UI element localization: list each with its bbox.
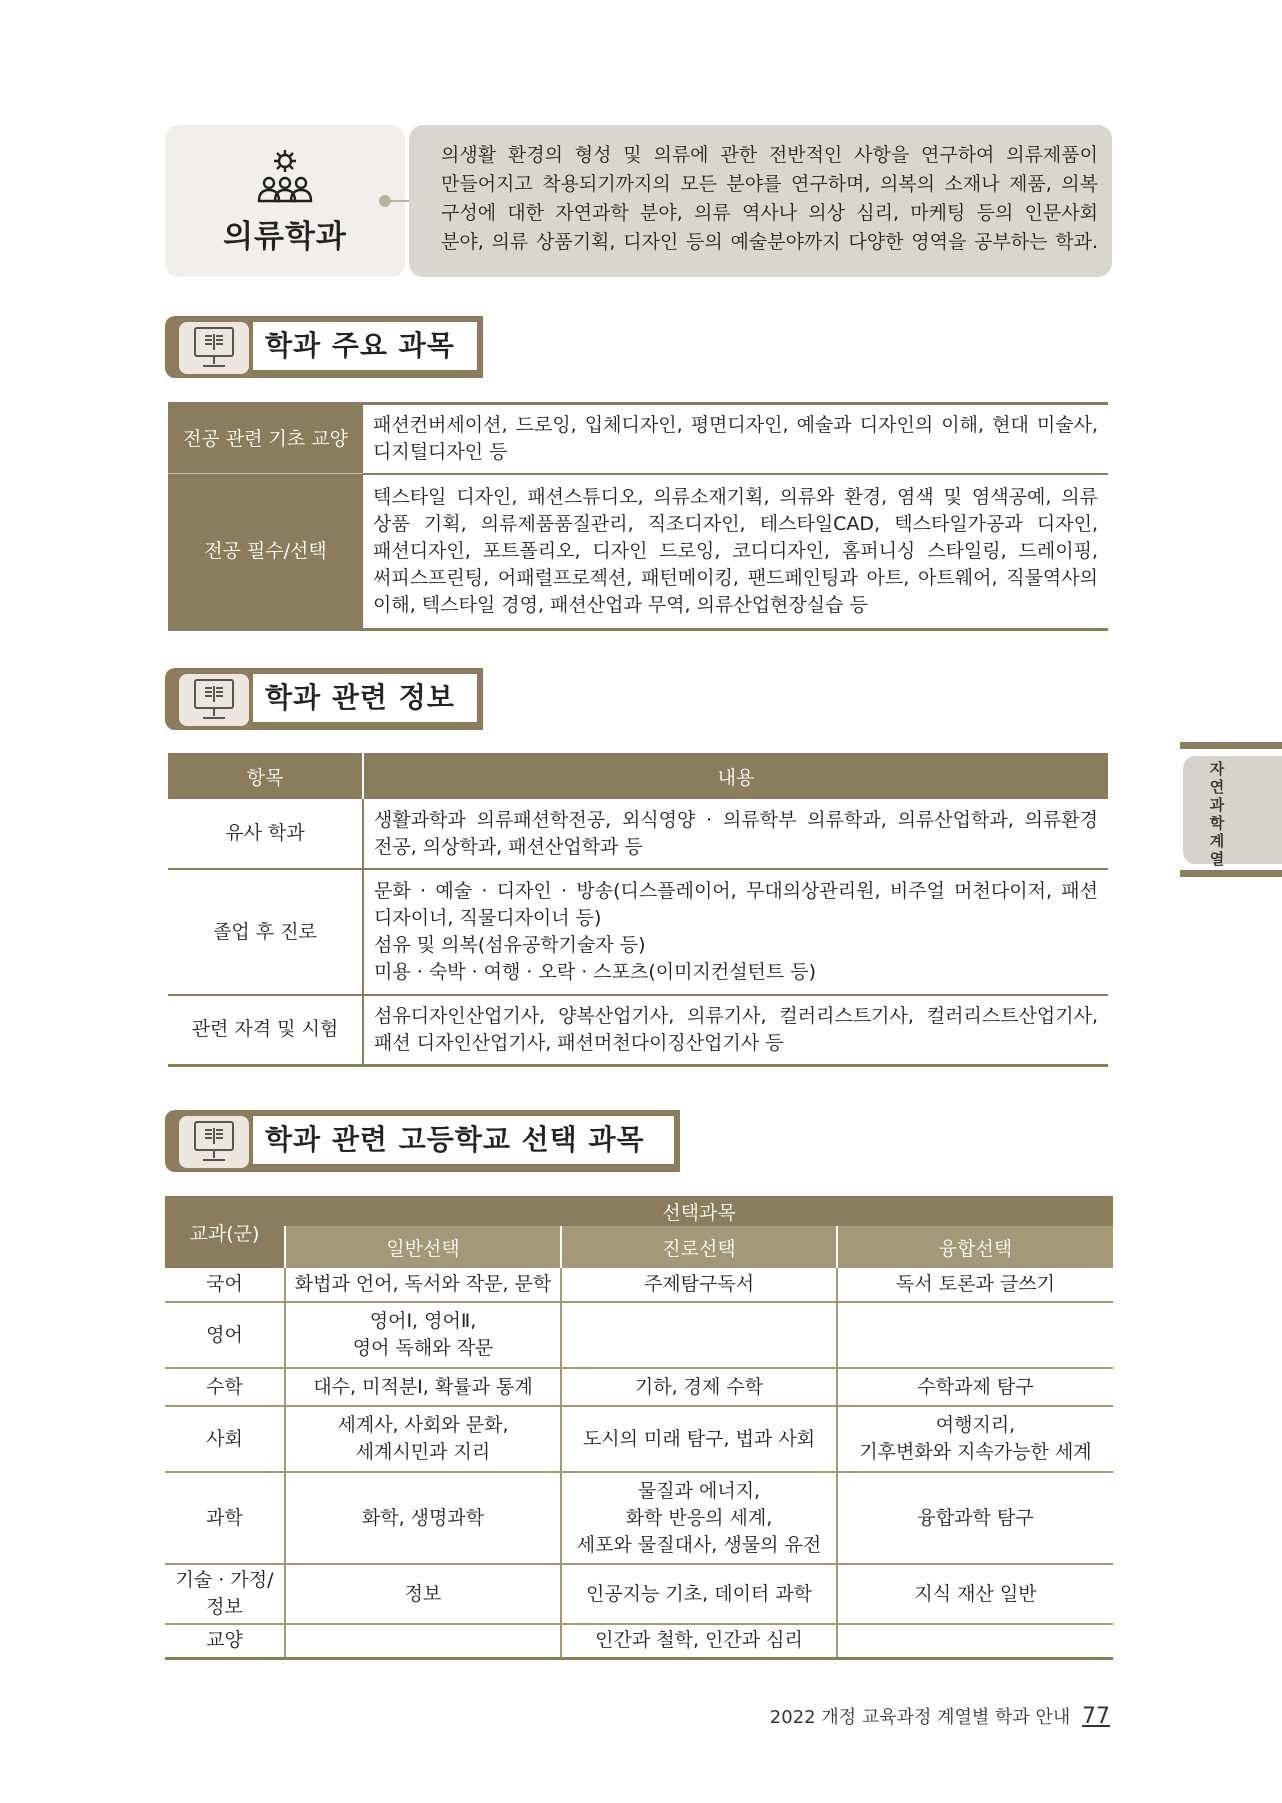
table-header-row: [165, 1196, 1113, 1226]
general-cell: 정보: [285, 1564, 561, 1624]
col-header-career: 진로선택: [561, 1226, 837, 1268]
row-value: [363, 474, 1108, 630]
col-header-subject: 교과(군): [165, 1196, 285, 1268]
section-title: 학과 관련 정보: [253, 674, 477, 722]
career-cell: 물질과 에너지, 화학 반응의 세계, 세포와 물질대사, 생물의 유전: [561, 1472, 837, 1564]
col-header-general: 일반선택: [285, 1226, 561, 1268]
fusion-cell: 독서 토론과 글쓰기: [837, 1268, 1113, 1302]
book-monitor-icon: [179, 1116, 249, 1168]
value-line: 생활과학과 의류패션학전공, 외식영양 · 의류학부 의류학과, 의류산업학과, 의류환경: [374, 808, 1098, 831]
value-line: 텍스타일 디자인, 패션스튜디오, 의류소재기획, 의류와 환경, 염색 및 염색공예, 의류: [373, 485, 1098, 508]
fusion-cell: [837, 1302, 1113, 1368]
side-tab-label: 자연과학 계열: [1209, 760, 1225, 868]
table-header-row: [168, 753, 1108, 799]
table-row: [165, 1564, 1113, 1624]
section-header-related-info: [165, 668, 483, 730]
row-key: 전공 관련 기초 교양: [168, 404, 363, 474]
subject-cell: 과학: [165, 1472, 285, 1564]
subject-cell: 수학: [165, 1368, 285, 1406]
general-cell: 세계사, 사회와 문화, 세계시민과 지리: [285, 1406, 561, 1472]
book-monitor-icon: [179, 322, 249, 374]
fusion-cell: 지식 재산 일반: [837, 1564, 1113, 1624]
fusion-cell: 여행지리, 기후변화와 지속가능한 세계: [837, 1406, 1113, 1472]
row-value: [363, 995, 1108, 1065]
side-tab-bar-top: [1180, 742, 1282, 749]
table-row: [168, 995, 1108, 1065]
department-description: [409, 125, 1112, 277]
page-number: 77: [1082, 1704, 1110, 1729]
department-card: [165, 125, 405, 277]
section-title: 학과 관련 고등학교 선택 과목: [253, 1116, 674, 1164]
career-cell: [561, 1302, 837, 1368]
general-cell: 화학, 생명과학: [285, 1472, 561, 1564]
table-row: [168, 799, 1108, 869]
description-line: 구성에 대한 자연과학 분야, 의류 역사나 의상 심리, 마케팅 등의 인문사회: [441, 202, 1098, 224]
row-value: [363, 869, 1108, 995]
value-line: 이해, 텍스타일 경영, 패션산업과 무역, 의류산업현장실습 등: [373, 593, 868, 616]
description-line: 분야, 의류 상품기획, 디자인 등의 예술분야까지 다양한 영역을 공부하는 학과.: [441, 231, 1098, 253]
career-cell: 도시의 미래 탐구, 법과 사회: [561, 1406, 837, 1472]
description-line: 의생활 환경의 형성 및 의류에 관한 전반적인 사항을 연구하여 의류제품이: [441, 144, 1098, 166]
people-gear-icon: [165, 147, 405, 207]
col-header-fusion: 융합선택: [837, 1226, 1113, 1268]
career-cell: 인간과 철학, 인간과 심리: [561, 1624, 837, 1658]
main-courses-table: [168, 402, 1108, 631]
value-line: 패션컨버세이션, 드로잉, 입체디자인, 평면디자인, 예술과 디자인의 이해, 현대 미술사,: [373, 413, 1098, 436]
row-value: [363, 799, 1108, 869]
book-monitor-icon: [179, 674, 249, 726]
value-line: 전공, 의상학과, 패션산업학과 등: [374, 835, 643, 858]
table-row: [165, 1472, 1113, 1564]
related-info-table: [168, 753, 1108, 1067]
col-header-item: 항목: [168, 753, 363, 799]
fusion-cell: 수학과제 탐구: [837, 1368, 1113, 1406]
value-line: 패션디자인, 포트폴리오, 디자인 드로잉, 코디디자인, 홈퍼니싱 스타일링, 드레이핑,: [373, 539, 1098, 562]
row-key: 졸업 후 진로: [168, 869, 363, 995]
table-row: [165, 1268, 1113, 1302]
page-footer: [770, 1703, 1110, 1729]
department-name: 의류학과: [223, 219, 347, 255]
value-line: 써피스프린팅, 어패럴프로젝션, 패턴메이킹, 팬드페인팅과 아트, 아트웨어, 직물역사의: [373, 566, 1098, 589]
general-cell: 영어Ⅰ, 영어Ⅱ, 영어 독해와 작문: [285, 1302, 561, 1368]
side-tab: [1183, 756, 1282, 864]
subject-cell: 기술 · 가정/ 정보: [165, 1564, 285, 1624]
table-header-row: [165, 1226, 1113, 1268]
table-row: [168, 869, 1108, 995]
table-row: [165, 1624, 1113, 1658]
career-cell: 인공지능 기초, 데이터 과학: [561, 1564, 837, 1624]
description-line: 만들어지고 착용되기까지의 모든 분야를 연구하며, 의복의 소재나 제품, 의복: [441, 173, 1098, 195]
subject-cell: 영어: [165, 1302, 285, 1368]
fusion-cell: [837, 1624, 1113, 1658]
section-header-main-courses: [165, 316, 483, 378]
value-line: 섬유디자인산업기사, 양복산업기사, 의류기사, 컬러리스트기사, 컬러리스트산업기사,: [374, 1004, 1098, 1027]
subject-cell: 국어: [165, 1268, 285, 1302]
table-row: [165, 1368, 1113, 1406]
value-line: 디지털디자인 등: [373, 440, 508, 463]
table-row: [165, 1302, 1113, 1368]
subject-cell: 사회: [165, 1406, 285, 1472]
value-line: 미용 · 숙박 · 여행 · 오락 · 스포츠(이미지컨설턴트 등): [374, 961, 817, 983]
general-cell: 대수, 미적분Ⅰ, 확률과 통계: [285, 1368, 561, 1406]
section-header-highschool-courses: [165, 1110, 680, 1172]
highschool-courses-table: [165, 1196, 1113, 1660]
table-row: [168, 404, 1108, 474]
fusion-cell: 융합과학 탐구: [837, 1472, 1113, 1564]
col-header-content: 내용: [363, 753, 1108, 799]
table-row: [165, 1406, 1113, 1472]
subject-cell: 교양: [165, 1624, 285, 1658]
value-line: 상품 기획, 의류제품품질관리, 직조디자인, 테스타일CAD, 텍스타일가공과 디자인,: [373, 512, 1098, 535]
row-key: 유사 학과: [168, 799, 363, 869]
general-cell: [285, 1624, 561, 1658]
row-value: [363, 404, 1108, 474]
value-line: 디자이너, 직물디자이너 등): [374, 907, 602, 929]
section-title: 학과 주요 과목: [253, 322, 477, 370]
value-line: 패션 디자인산업기사, 패션머천다이징산업기사 등: [374, 1031, 784, 1054]
row-key: 관련 자격 및 시험: [168, 995, 363, 1065]
table-row: [168, 474, 1108, 630]
row-key: 전공 필수/선택: [168, 474, 363, 630]
col-header-group: 선택과목: [285, 1196, 1113, 1226]
general-cell: 화법과 언어, 독서와 작문, 문학: [285, 1268, 561, 1302]
value-line: 문화 · 예술 · 디자인 · 방송(디스플레이어, 무대의상관리원, 비주얼 머천다이저, 패션: [374, 880, 1098, 902]
footer-title: 2022 개정 교육과정 계열별 학과 안내: [769, 1707, 1071, 1728]
career-cell: 기하, 경제 수학: [561, 1368, 837, 1406]
side-tab-bar-bottom: [1180, 870, 1282, 877]
value-line: 섬유 및 의복(섬유공학기술자 등): [374, 934, 646, 956]
career-cell: 주제탐구독서: [561, 1268, 837, 1302]
